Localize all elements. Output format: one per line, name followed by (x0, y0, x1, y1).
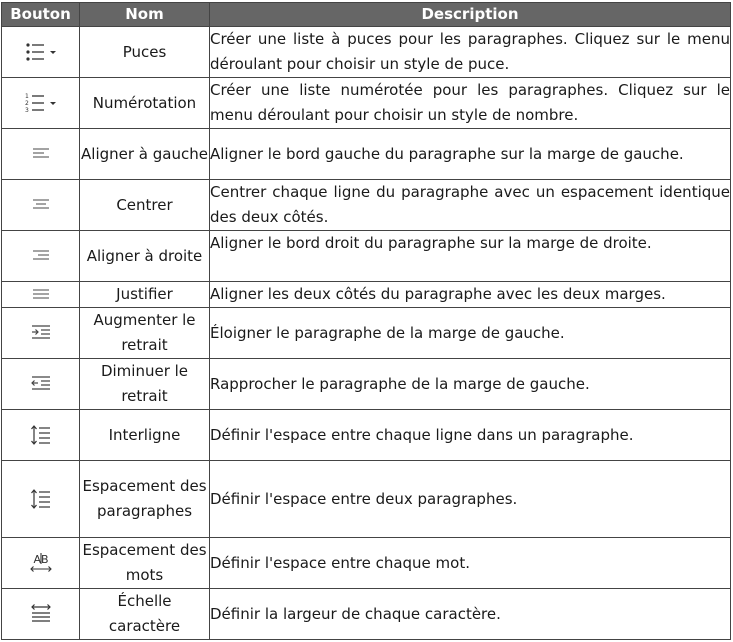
description-text: Aligner les deux côtés du paragraphe avec les deux marges. (210, 285, 666, 303)
word-spacing-icon[interactable] (29, 552, 53, 574)
table-row (2, 538, 731, 589)
button-cell (2, 461, 80, 538)
description-text: Définir l'espace entre chaque mot. (210, 553, 470, 572)
name-cell: Aligner à droite (80, 231, 210, 282)
table-row (2, 231, 731, 282)
description-text: Créer une liste numérotée pour les paragraphes. Cliquez sur le menu déroulant pour choisir un style de nombre. (210, 81, 730, 124)
description-text: Créer une liste à puces pour les paragraphes. Cliquez sur le menu déroulant pour choisir un style de puce. (210, 30, 730, 73)
decrease-indent-icon[interactable] (30, 375, 52, 393)
description-text: Rapprocher le paragraphe de la marge de gauche. (210, 374, 590, 393)
button-cell (2, 27, 80, 78)
description-cell (210, 461, 731, 538)
description-cell (210, 538, 731, 589)
description-text: Définir l'espace entre chaque ligne dans un paragraphe. (210, 425, 634, 444)
header-row (2, 3, 731, 27)
table-row (2, 308, 731, 359)
align-center-icon[interactable] (31, 198, 51, 212)
button-cell (2, 231, 80, 282)
table-row (2, 589, 731, 640)
svg-text:3: 3 (24, 107, 29, 114)
line-spacing-icon[interactable] (30, 424, 52, 446)
name-cell: Numérotation (80, 78, 210, 129)
character-scale-icon[interactable] (29, 603, 53, 625)
description-cell (210, 589, 731, 640)
button-cell (2, 589, 80, 640)
description-text: Éloigner le paragraphe de la marge de gauche. (210, 323, 565, 342)
table-row (2, 410, 731, 461)
bullet-list-icon[interactable] (24, 41, 58, 63)
description-cell (210, 78, 731, 129)
svg-text:2: 2 (24, 100, 29, 107)
button-cell (2, 282, 80, 308)
reference-table (1, 2, 731, 640)
description-cell (210, 308, 731, 359)
table-row (2, 27, 731, 78)
description-text: Définir la largeur de chaque caractère. (210, 604, 501, 623)
name-cell: Centrer (80, 180, 210, 231)
name-cell: Augmenter le retrait (80, 308, 210, 359)
description-cell (210, 282, 731, 308)
description-text: Aligner le bord droit du paragraphe sur la marge de droite. (210, 234, 652, 252)
paragraph-spacing-icon[interactable] (30, 488, 52, 510)
description-cell (210, 359, 731, 410)
button-cell (2, 538, 80, 589)
header-button: Bouton (2, 3, 80, 27)
name-cell: Espacement des paragraphes (80, 461, 210, 538)
table-row (2, 129, 731, 180)
name-cell: Échelle caractère (80, 589, 210, 640)
header-name: Nom (80, 3, 210, 27)
name-cell: Espacement des mots (80, 538, 210, 589)
svg-text:1: 1 (24, 93, 29, 100)
align-left-icon[interactable] (31, 147, 51, 161)
table-row (2, 282, 731, 308)
description-cell (210, 129, 731, 180)
name-cell: Interligne (80, 410, 210, 461)
name-cell: Aligner à gauche (80, 129, 210, 180)
name-cell: Diminuer le retrait (80, 359, 210, 410)
button-cell (2, 308, 80, 359)
numbered-list-icon[interactable] (24, 92, 58, 114)
description-text: Définir l'espace entre deux paragraphes. (210, 489, 518, 508)
table-row (2, 78, 731, 129)
description-text: Aligner le bord gauche du paragraphe sur la marge de gauche. (210, 144, 684, 163)
description-cell (210, 231, 731, 282)
increase-indent-icon[interactable] (30, 324, 52, 342)
align-right-icon[interactable] (31, 249, 51, 263)
word-spacing-icon-text: AB (32, 553, 49, 566)
button-cell (2, 180, 80, 231)
description-cell (210, 410, 731, 461)
description-cell (210, 180, 731, 231)
button-cell (2, 410, 80, 461)
table-row (2, 180, 731, 231)
button-cell (2, 359, 80, 410)
header-description: Description (210, 3, 731, 27)
table-row (2, 461, 731, 538)
table-row (2, 359, 731, 410)
description-cell (210, 27, 731, 78)
description-text: Centrer chaque ligne du paragraphe avec un espacement identique des deux côtés. (210, 183, 730, 226)
button-cell (2, 78, 80, 129)
name-cell: Justifier (80, 282, 210, 308)
justify-icon[interactable] (31, 288, 51, 302)
name-cell: Puces (80, 27, 210, 78)
button-cell (2, 129, 80, 180)
